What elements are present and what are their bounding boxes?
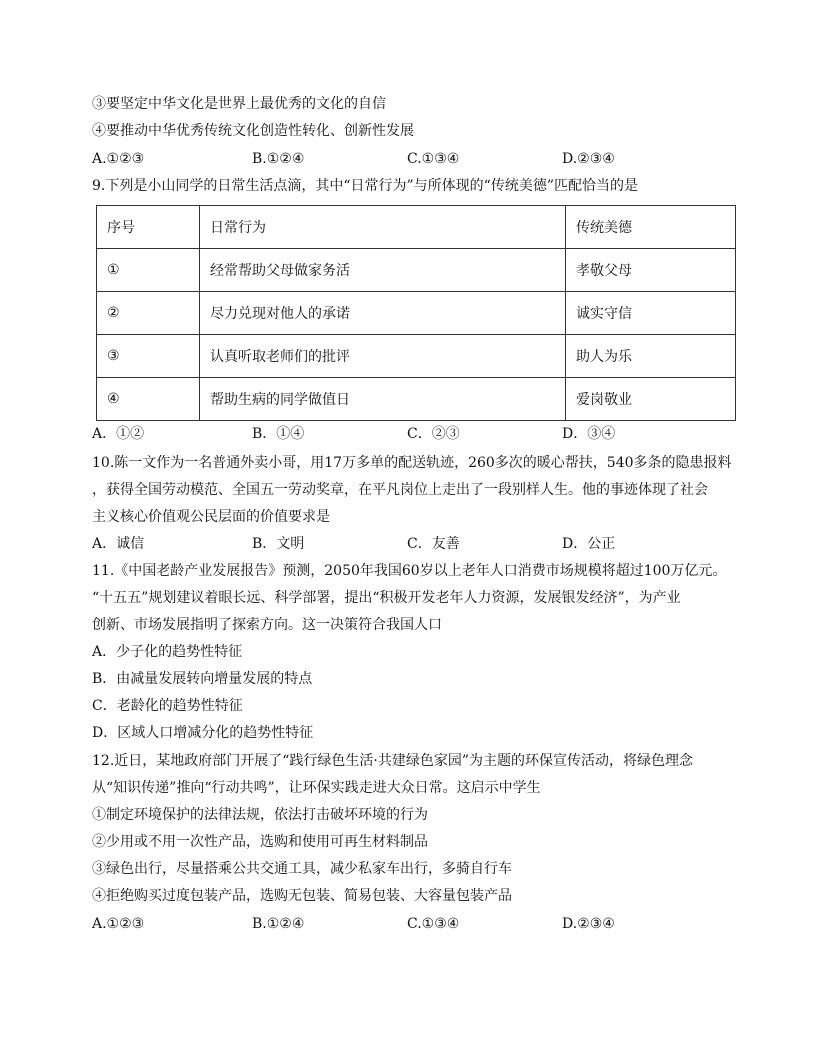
q8-option-b: B.①②④	[252, 151, 305, 167]
q10-option-c: C．友善	[407, 536, 460, 552]
q12-options	[92, 914, 732, 934]
q9-option-c: C．②③	[407, 426, 460, 442]
q12-stem-line-2: 从“知识传递”推向“行动共鸣”，让环保实践走进大众日常。这启示中学生	[92, 780, 541, 796]
table-row	[97, 249, 736, 292]
q9-option-d: D．③④	[562, 426, 616, 442]
q10-options	[92, 534, 732, 554]
q11-stem-line-1: 11.《中国老龄产业发展报告》预测，2050年我国60岁以上老年人口消费市场规模将超过100万亿元。	[92, 563, 727, 579]
row-virtue: 助人为乐	[566, 335, 736, 378]
q10-stem-line-3: 主义核心价值观公民层面的价值要求是	[92, 509, 330, 525]
q11-stem-line-2: “十五五”规划建议着眼长远、科学部署，提出“积极开发老年人力资源，发展银发经济”，为产业	[92, 590, 681, 606]
q12-stem-line-1: 12.近日，某地政府部门开展了“践行绿色生活·共建绿色家园”为主题的环保宣传活动，将绿色理念	[92, 753, 694, 769]
q12-item-4: ④拒绝购买过度包装产品，选购无包装、简易包装、大容量包装产品	[92, 888, 512, 904]
q12-option-c: C.①③④	[407, 916, 460, 932]
q12-item-1: ①制定环境保护的法律法规，依法打击破坏环境的行为	[92, 807, 428, 823]
header-number: 序号	[97, 206, 200, 249]
q10-stem-line-2: ，获得全国劳动模范、全国五一劳动奖章，在平凡岗位上走出了一段别样人生。他的事迹体现了社会	[92, 482, 708, 498]
q12-option-d: D.②③④	[562, 916, 615, 932]
row-number: ③	[97, 335, 200, 378]
q8-option-c: C.①③④	[407, 151, 460, 167]
q10-option-b: B．文明	[252, 536, 305, 552]
q9-options	[92, 424, 732, 444]
q9-option-b: B．①④	[252, 426, 305, 442]
row-virtue: 孝敬父母	[566, 249, 736, 292]
q11-option-d: D．区域人口增减分化的趋势性特征	[92, 725, 314, 741]
table-row	[97, 378, 736, 421]
q11-option-c: C．老龄化的趋势性特征	[92, 698, 243, 714]
q8-option-a: A.①②③	[92, 151, 145, 167]
q9-table	[96, 205, 736, 421]
row-behavior: 尽力兑现对他人的承诺	[200, 292, 566, 335]
row-number: ①	[97, 249, 200, 292]
table-row	[97, 335, 736, 378]
row-behavior: 经常帮助父母做家务活	[200, 249, 566, 292]
q11-option-b: B．由减量发展转向增量发展的特点	[92, 671, 313, 687]
q12-option-a: A.①②③	[92, 916, 145, 932]
q10-option-a: A．诚信	[92, 536, 145, 552]
row-number: ②	[97, 292, 200, 335]
header-virtue: 传统美德	[566, 206, 736, 249]
row-virtue: 诚实守信	[566, 292, 736, 335]
table-row	[97, 292, 736, 335]
q10-option-d: D．公正	[562, 536, 616, 552]
q8-item-3: ③要坚定中华文化是世界上最优秀的文化的自信	[92, 96, 386, 112]
q12-option-b: B.①②④	[252, 916, 305, 932]
q12-item-2: ②少用或不用一次性产品，选购和使用可再生材料制品	[92, 834, 428, 850]
q11-option-a: A．少子化的趋势性特征	[92, 644, 243, 660]
q9-stem: 9.下列是小山同学的日常生活点滴，其中“日常行为”与所体现的“传统美德”匹配恰当的是	[92, 178, 638, 194]
q9-option-a: A．①②	[92, 426, 145, 442]
q10-stem-line-1: 10.陈一文作为一名普通外卖小哥，用17万多单的配送轨迹，260多次的暖心帮扶，540多条的隐患报料	[92, 455, 732, 471]
row-behavior: 认真听取老师们的批评	[200, 335, 566, 378]
q11-stem-line-3: 创新、市场发展指明了探索方向。这一决策符合我国人口	[92, 617, 442, 633]
q8-option-d: D.②③④	[562, 151, 615, 167]
row-behavior: 帮助生病的同学做值日	[200, 378, 566, 421]
table-header-row	[97, 206, 736, 249]
q8-options	[92, 149, 732, 169]
row-virtue: 爱岗敬业	[566, 378, 736, 421]
header-behavior: 日常行为	[200, 206, 566, 249]
q8-item-4: ④要推动中华优秀传统文化创造性转化、创新性发展	[92, 123, 414, 139]
q12-item-3: ③绿色出行，尽量搭乘公共交通工具，减少私家车出行，多骑自行车	[92, 861, 512, 877]
row-number: ④	[97, 378, 200, 421]
